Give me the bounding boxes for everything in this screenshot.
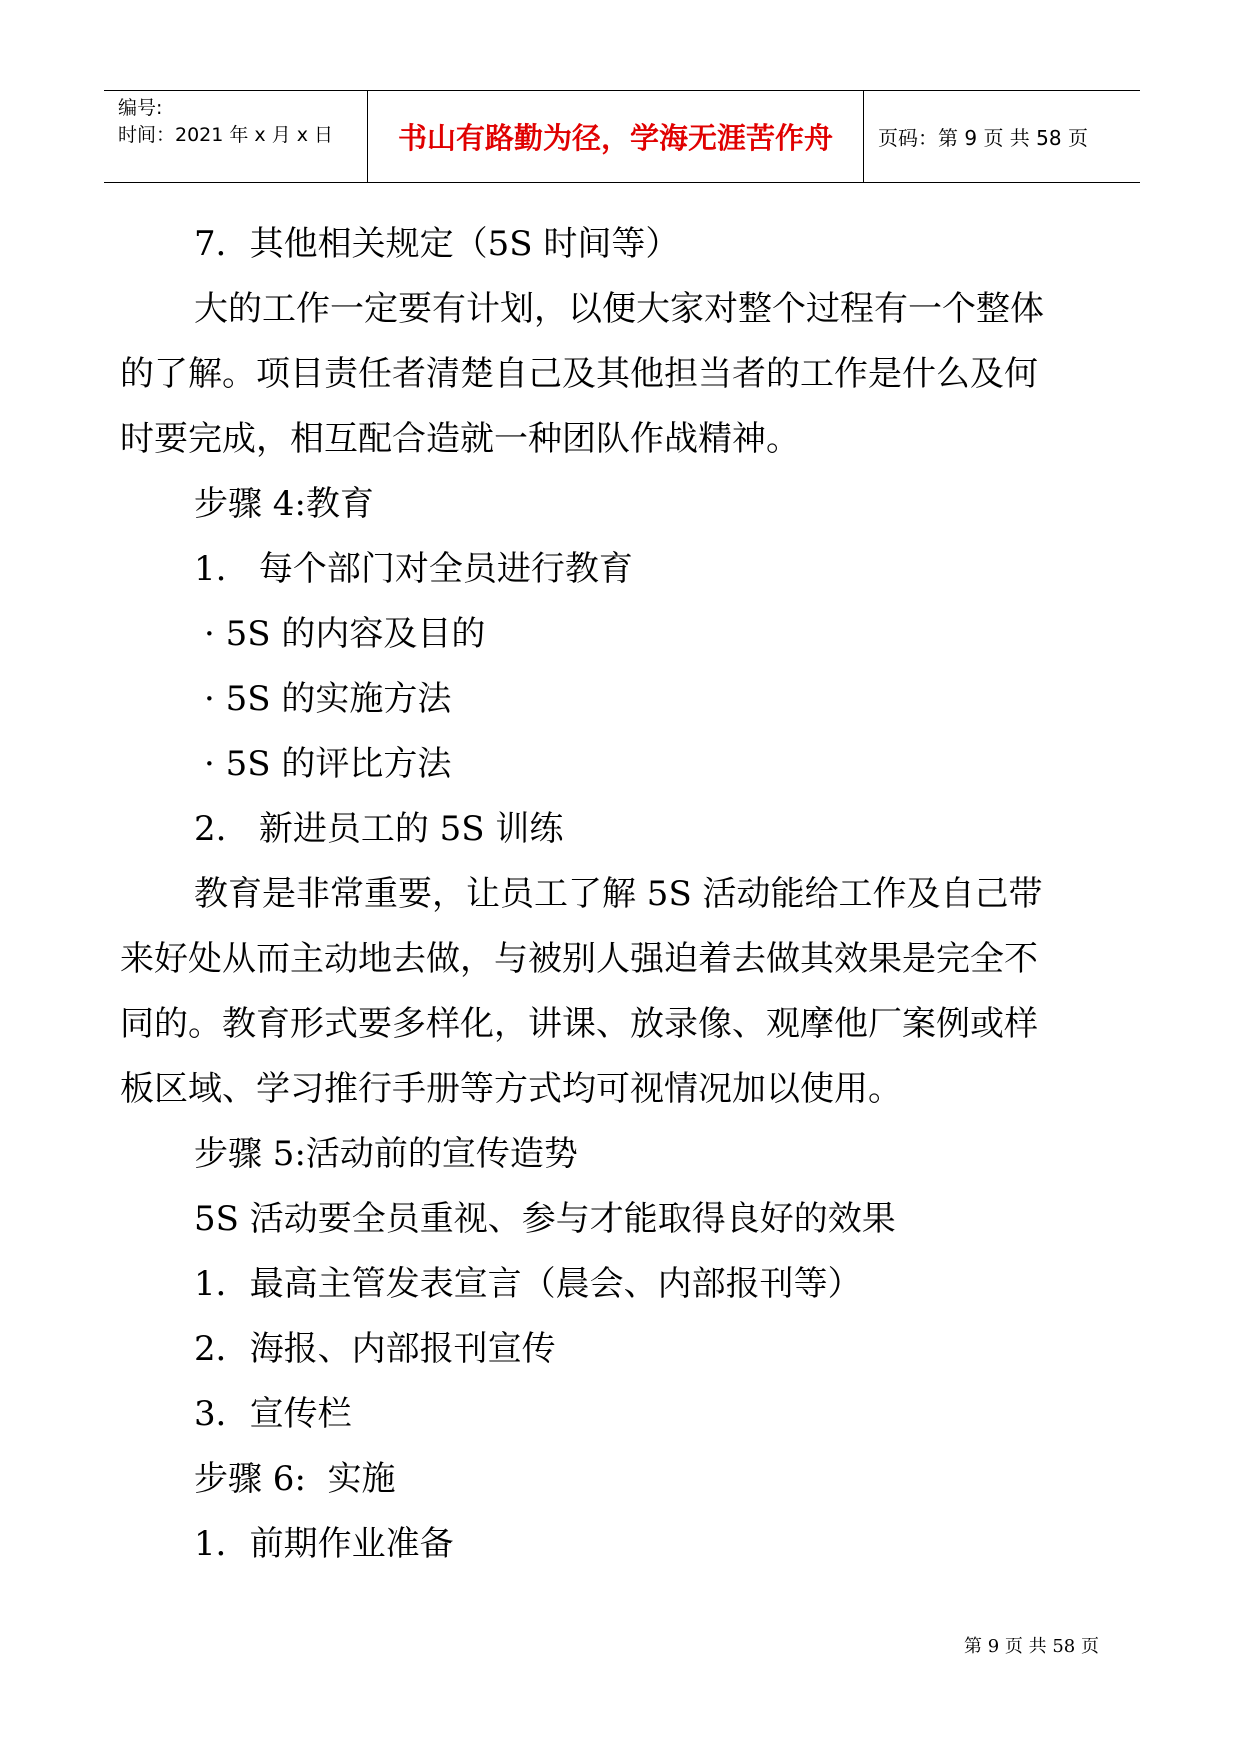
paragraph: 的了解。项目责任者清楚自己及其他担当者的工作是什么及何 [120,354,1038,394]
list-item: 1．最高主管发表宣言（晨会、内部报刊等） [194,1264,862,1304]
bullet-item: · 5S 的评比方法 [204,744,452,784]
header-motto: 书山有路勤为径，学海无涯苦作舟 [368,91,864,182]
paragraph: 时要完成，相互配合造就一种团队作战精神。 [120,419,800,459]
page-footer: 第 9 页 共 58 页 [964,1636,1099,1657]
section-heading: 步骤 6: 实施 [194,1459,396,1499]
header-time-label: 时间：2021 年 x 月 x 日 [118,124,334,146]
bullet-item: · 5S 的实施方法 [204,679,452,719]
list-item: 1. 每个部门对全员进行教育 [194,549,633,589]
paragraph: 来好处从而主动地去做，与被别人强迫着去做其效果是完全不 [120,939,1038,979]
section-heading: 步骤 4:教育 [194,484,374,524]
document-body [120,212,1130,1577]
header-number-label: 编号: [118,97,163,119]
paragraph: 5S 活动要全员重视、参与才能取得良好的效果 [194,1199,896,1239]
bullet-item: · 5S 的内容及目的 [204,614,486,654]
paragraph: 大的工作一定要有计划，以便大家对整个过程有一个整体 [194,289,1044,329]
paragraph: 教育是非常重要，让员工了解 5S 活动能给工作及自己带 [194,874,1043,914]
header-page-info: 页码：第 9 页 共 58 页 [878,126,1088,150]
paragraph: 板区域、学习推行手册等方式均可视情况加以使用。 [120,1069,902,1109]
paragraph: 7．其他相关规定（5S 时间等） [194,224,680,264]
header-info-cell [104,91,368,182]
list-item: 2. 新进员工的 5S 训练 [194,809,564,849]
paragraph: 同的。教育形式要多样化，讲课、放录像、观摩他厂案例或样 [120,1004,1038,1044]
section-heading: 步骤 5:活动前的宣传造势 [194,1134,578,1174]
document-header [104,90,1140,183]
list-item: 1．前期作业准备 [194,1524,454,1564]
list-item: 3．宣传栏 [194,1394,352,1434]
list-item: 2．海报、内部报刊宣传 [194,1329,556,1369]
